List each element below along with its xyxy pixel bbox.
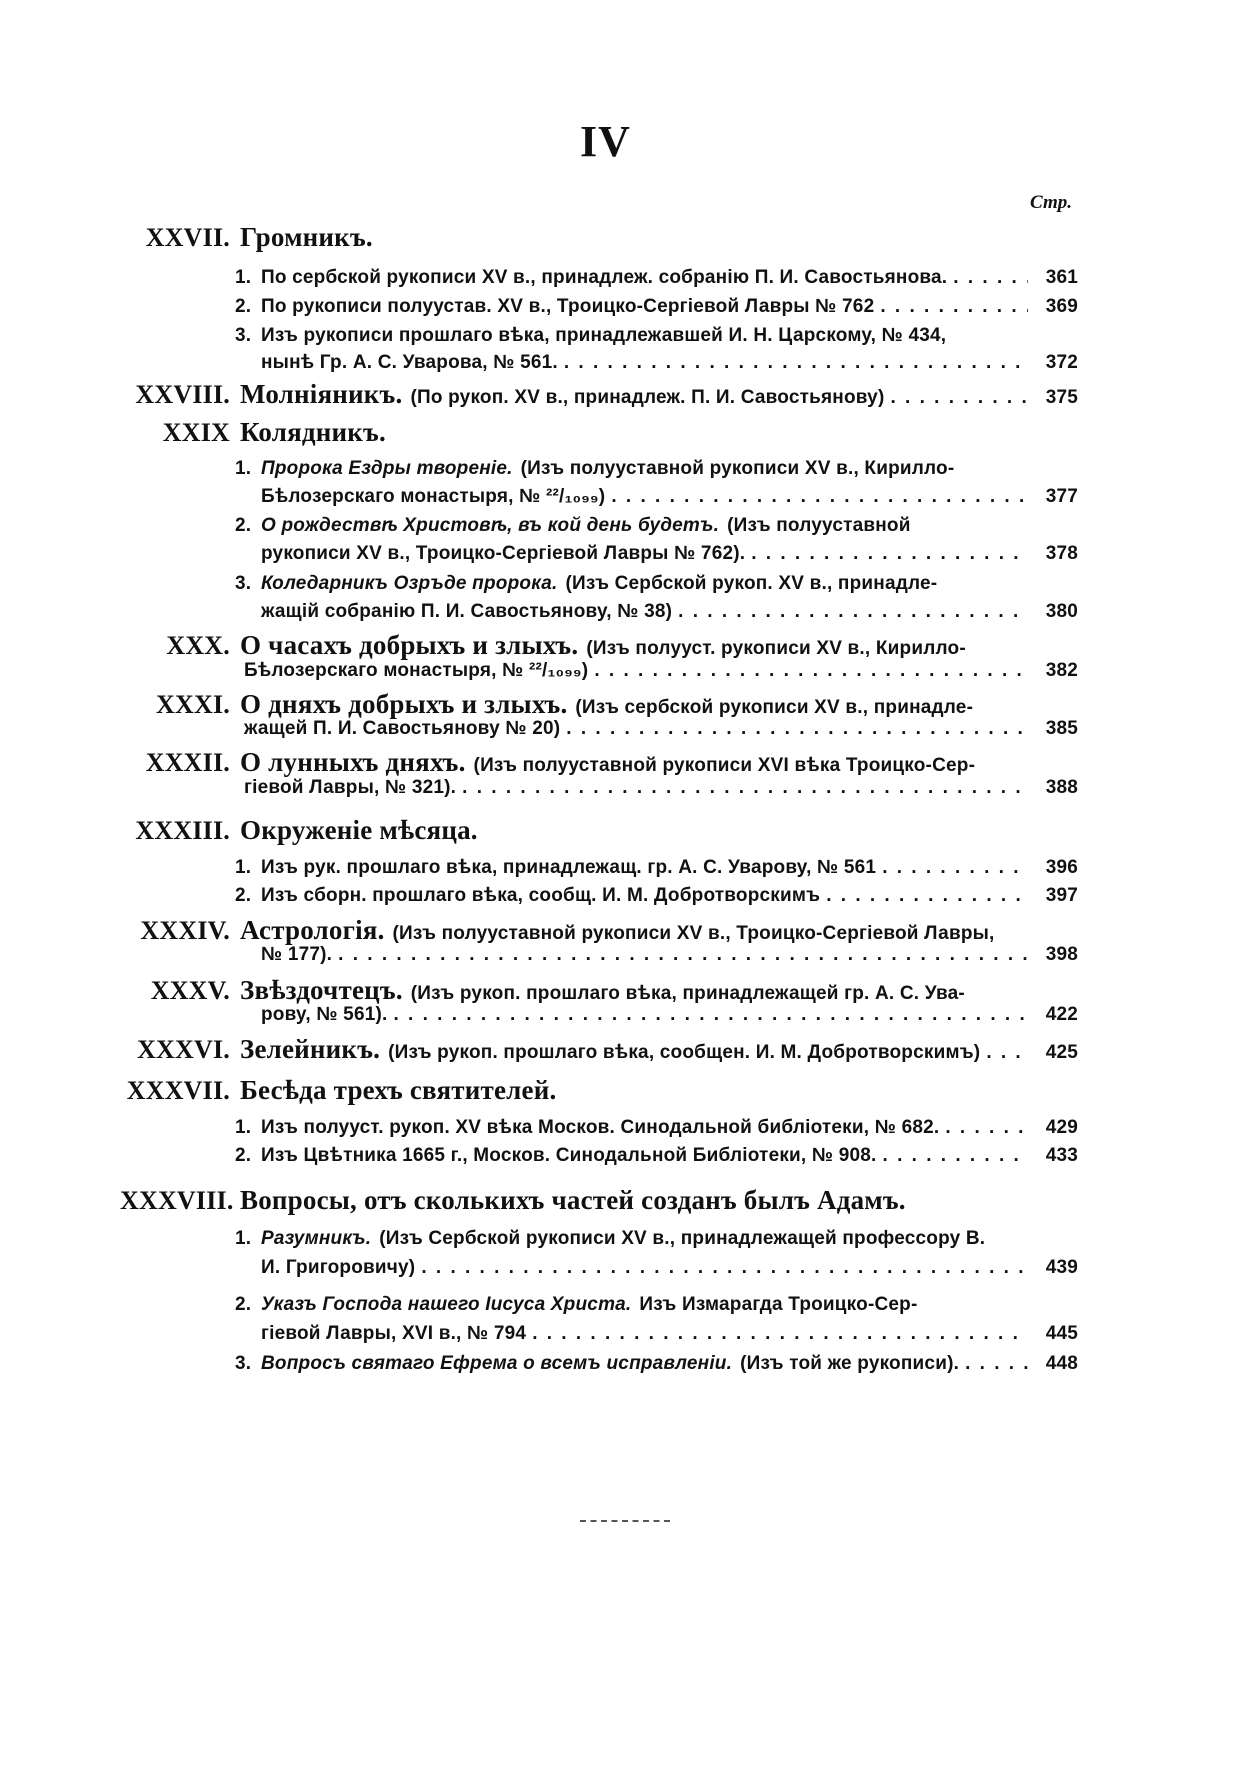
section-title: Колядникъ. xyxy=(240,417,386,447)
entry-number: 3. xyxy=(235,1353,252,1374)
dot-leader xyxy=(532,1323,1028,1345)
section-number: XXVII. xyxy=(145,223,230,252)
dot-leader xyxy=(566,718,1028,740)
section-title: О часахъ добрыхъ и злыхъ. xyxy=(240,630,579,660)
page-reference: 397 xyxy=(1045,885,1078,906)
entry-text: Изъ полууст. рукоп. XV вѣка Москов. Синодальной библіотеки, № 682. xyxy=(261,1117,940,1138)
section-title: О лунныхъ дняхъ. xyxy=(240,747,466,777)
toc-entry xyxy=(244,777,1078,799)
toc-entry xyxy=(235,296,1078,318)
toc-entry xyxy=(261,1004,1078,1026)
dot-leader xyxy=(462,777,1028,799)
toc-entry xyxy=(235,1353,1078,1375)
page-reference: 375 xyxy=(1045,387,1078,408)
section-title: Молніяникъ. xyxy=(240,379,403,409)
entry-number: 1. xyxy=(235,458,252,479)
toc-entry xyxy=(235,1228,1078,1250)
section-number: XXIX xyxy=(162,418,230,447)
page-reference: 429 xyxy=(1045,1117,1078,1138)
entry-text-continued: жащій собранію П. И. Савостьянову, № 38) xyxy=(261,601,673,622)
dot-leader xyxy=(594,660,1028,682)
toc-entry xyxy=(235,458,1078,480)
entry-title: Коледарникъ Озръде пророка. xyxy=(261,573,558,594)
entry-text-continued: Бѣлозерскаго монастыря, № ²²/₁₀₉₉) xyxy=(261,486,606,507)
toc-entry xyxy=(244,660,1078,682)
section-number: XXXV. xyxy=(150,976,230,1005)
toc-entry xyxy=(261,486,1078,508)
page-reference: 388 xyxy=(1045,777,1078,798)
toc-entry xyxy=(235,325,1078,347)
page-reference: 439 xyxy=(1045,1257,1078,1278)
page-reference: 422 xyxy=(1045,1004,1078,1025)
section-number: XXX. xyxy=(166,631,230,660)
section-number: XXXIII. xyxy=(135,816,230,845)
entry-text: Изъ Цвѣтника 1665 г., Москов. Синодальной Библіотеки, № 908. xyxy=(261,1145,877,1166)
dot-leader xyxy=(564,352,1028,374)
entry-text-continued: Бѣлозерскаго монастыря, № ²²/₁₀₉₉) xyxy=(244,660,589,681)
page-reference: 433 xyxy=(1045,1145,1078,1166)
dot-leader xyxy=(338,944,1028,966)
entry-text-continued: рукописи XV в., Троицко-Сергіевой Лавры № 762). xyxy=(261,543,746,564)
entry-text-continued: рову, № 561). xyxy=(261,1004,388,1025)
page-reference: 396 xyxy=(1045,857,1078,878)
dot-leader xyxy=(945,1117,1028,1139)
section-title: Громникъ. xyxy=(240,222,373,252)
toc-section xyxy=(120,747,1078,778)
entry-text: (Изъ той же рукописи). xyxy=(740,1353,960,1374)
toc-entry xyxy=(261,352,1078,374)
entry-text-continued: гіевой Лавры, XVI в., № 794 xyxy=(261,1323,527,1344)
entry-text: Изъ рукописи прошлаго вѣка, принадлежавшей И. Н. Царскому, № 434, xyxy=(261,325,947,346)
toc-section xyxy=(120,1034,1078,1065)
section-title: Окруженіе мѣсяца. xyxy=(240,815,478,845)
entry-number: 2. xyxy=(235,1294,252,1315)
end-ornament xyxy=(580,1520,670,1524)
toc-section xyxy=(120,379,1078,410)
toc-section xyxy=(120,815,1078,846)
entry-text: (Изъ полууставной рукописи XV в., Кирилло- xyxy=(520,458,955,479)
dot-leader xyxy=(882,857,1028,879)
dot-leader xyxy=(393,1004,1028,1026)
entry-number: 1. xyxy=(235,267,252,288)
toc-entry xyxy=(235,1145,1078,1167)
toc-section xyxy=(120,1185,1078,1216)
toc-entry xyxy=(261,601,1078,623)
section-source: (Изъ рукоп. прошлаго вѣка, сообщен. И. М. Добротворскимъ) xyxy=(388,1042,981,1063)
section-title: Бесѣда трехъ святителей. xyxy=(240,1075,557,1105)
toc-entry xyxy=(235,1294,1078,1316)
page-reference: 398 xyxy=(1045,944,1078,965)
dot-leader xyxy=(826,885,1028,907)
entry-number: 2. xyxy=(235,296,252,317)
toc-entry xyxy=(235,857,1078,879)
dot-leader xyxy=(611,486,1028,508)
entry-number: 2. xyxy=(235,1145,252,1166)
toc-entry xyxy=(235,267,1078,289)
section-number: XXXVII. xyxy=(126,1076,230,1105)
toc-section xyxy=(120,630,1078,661)
entry-text-continued: гіевой Лавры, № 321). xyxy=(244,777,457,798)
dot-leader xyxy=(751,543,1028,565)
entry-number: 1. xyxy=(235,1228,252,1249)
dot-leader xyxy=(986,1042,1028,1064)
dot-leader xyxy=(953,267,1028,289)
section-source: (Изъ сербской рукописи XV в., принадле- xyxy=(575,697,974,718)
section-title: Зелейникъ. xyxy=(240,1034,381,1064)
toc-section xyxy=(120,689,1078,720)
entry-text-continued: № 177). xyxy=(261,944,333,965)
section-number: XXXVIII. xyxy=(120,1186,234,1215)
entry-text: Изъ сборн. прошлаго вѣка, сообщ. И. М. Добротворскимъ xyxy=(261,885,821,906)
toc-section xyxy=(120,417,1078,448)
entry-text-continued: И. Григоровичу) xyxy=(261,1257,416,1278)
section-source: (Изъ полууставной рукописи XV в., Троицко-Сергіевой Лавры, xyxy=(392,923,995,944)
page-reference: 380 xyxy=(1045,601,1078,622)
entry-number: 3. xyxy=(235,573,252,594)
toc-section xyxy=(120,915,1078,946)
entry-text: По сербской рукописи XV в., принадлеж. собранію П. И. Савостьянова. xyxy=(261,267,948,288)
entry-title: Указъ Господа нашего Іисуса Христа. xyxy=(261,1294,632,1315)
entry-number: 2. xyxy=(235,515,252,536)
toc-entry xyxy=(235,573,1078,595)
toc-entry xyxy=(261,944,1078,966)
page-reference: 361 xyxy=(1045,267,1078,288)
section-title: Вопросы, отъ сколькихъ частей созданъ былъ Адамъ. xyxy=(240,1185,906,1215)
page-reference: 448 xyxy=(1045,1353,1078,1374)
dot-leader xyxy=(890,387,1028,409)
section-number: XXXII. xyxy=(145,748,230,777)
toc-entry xyxy=(261,543,1078,565)
toc-section xyxy=(120,222,1078,253)
page-reference: 382 xyxy=(1045,660,1078,681)
entry-text: (Изъ Сербской рукоп. XV в., принадле- xyxy=(565,573,938,594)
toc-section xyxy=(120,975,1078,1006)
entry-number: 1. xyxy=(235,1117,252,1138)
section-title: Звѣздочтецъ. xyxy=(240,975,403,1005)
entry-title: Разумникъ. xyxy=(261,1228,372,1249)
toc-section xyxy=(120,1075,1078,1106)
entry-text: (Изъ полууставной xyxy=(727,515,911,536)
page-reference: 372 xyxy=(1045,352,1078,373)
section-source: (Изъ полууставной рукописи XVI вѣка Троицко-Сер- xyxy=(473,755,976,776)
dot-leader xyxy=(678,601,1028,623)
toc-entry xyxy=(235,515,1078,537)
page-number: IV xyxy=(580,117,631,166)
toc-entry xyxy=(261,1323,1078,1345)
toc-entry xyxy=(235,1117,1078,1139)
entry-text: По рукописи полуустав. XV в., Троицко-Сергіевой Лавры № 762 xyxy=(261,296,875,317)
toc-entry xyxy=(261,1257,1078,1279)
section-source: (Изъ полууст. рукописи XV в., Кирилло- xyxy=(586,638,966,659)
section-number: XXXVI. xyxy=(137,1035,230,1064)
section-source: (По рукоп. XV в., принадлеж. П. И. Савостьянову) xyxy=(410,387,885,408)
entry-title: Пророка Ездры твореніе. xyxy=(261,458,513,479)
entry-number: 2. xyxy=(235,885,252,906)
entry-text: Изъ Измарагда Троицко-Сер- xyxy=(639,1294,918,1315)
dot-leader xyxy=(421,1257,1028,1279)
entry-number: 3. xyxy=(235,325,252,346)
page-reference: 385 xyxy=(1045,718,1078,739)
entry-number: 1. xyxy=(235,857,252,878)
section-title: Астрологія. xyxy=(240,915,385,945)
toc-entry xyxy=(235,885,1078,907)
section-number: XXXIV. xyxy=(140,916,230,945)
section-title: О дняхъ добрыхъ и злыхъ. xyxy=(240,689,568,719)
dot-leader xyxy=(883,1145,1028,1167)
page-column-label: Стр. xyxy=(1030,192,1072,213)
entry-title: Вопросъ святаго Ефрема о всемъ исправленіи. xyxy=(261,1353,733,1374)
section-number: XXXI. xyxy=(156,690,230,719)
toc-entry xyxy=(244,718,1078,740)
dot-leader xyxy=(880,296,1028,318)
dot-leader xyxy=(965,1353,1028,1375)
entry-text: (Изъ Сербской рукописи XV в., принадлежащей профессору В. xyxy=(379,1228,986,1249)
entry-title: О рождествѣ Христовѣ, въ кой день будетъ. xyxy=(261,515,720,536)
page-reference: 378 xyxy=(1045,543,1078,564)
entry-text-continued: жащей П. И. Савостьянову № 20) xyxy=(244,718,561,739)
page-reference: 445 xyxy=(1045,1323,1078,1344)
page-reference: 425 xyxy=(1045,1042,1078,1063)
entry-text: Изъ рук. прошлаго вѣка, принадлежащ. гр. А. С. Уварову, № 561 xyxy=(261,857,877,878)
page-reference: 377 xyxy=(1045,486,1078,507)
entry-text-continued: нынѣ Гр. А. С. Уварова, № 561. xyxy=(261,352,558,373)
section-source: (Изъ рукоп. прошлаго вѣка, принадлежащей гр. А. С. Ува- xyxy=(410,983,965,1004)
page-reference: 369 xyxy=(1045,296,1078,317)
section-number: XXVIII. xyxy=(135,380,230,409)
